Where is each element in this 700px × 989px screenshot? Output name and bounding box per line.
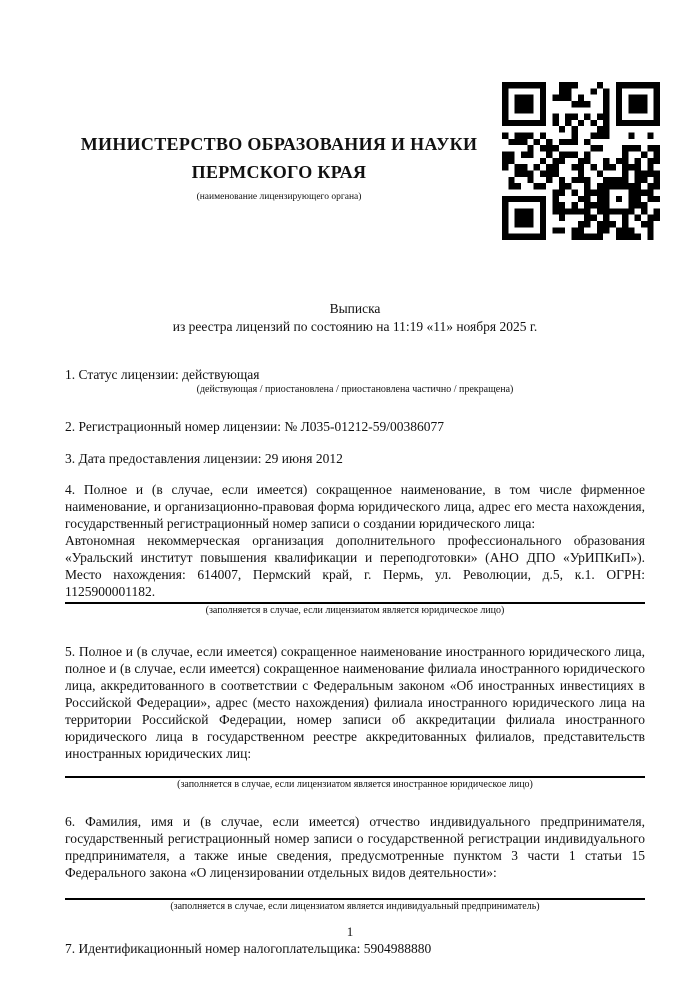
section-5-caption: (заполняется в случае, если лицензиатом является иностранное юридическое лицо)	[177, 779, 533, 790]
document-title-line2: из реестра лицензий по состоянию на 11:19 «11» ноября 2025 г.	[172, 319, 538, 334]
qr-code-image	[502, 82, 660, 240]
section-4-legal-entity-value: Автономная некоммерческая организация дополнительного профессионального образования «Уральский институт повышения квалификации и переподготовки» (АНО ДПО «УрИПКиП»). Место нахождения: 614007, Пермский край, г. Пермь, ул. Революции, д.5, к.1. ОГРН: 1125900001182.	[65, 533, 645, 599]
section-6-caption: (заполняется в случае, если лицензиатом является индивидуальный предприниматель)	[170, 901, 540, 912]
qr-code	[502, 82, 660, 240]
section-6-empty-value	[65, 881, 645, 896]
section-7-taxpayer-number: 7. Идентификационный номер налогоплательщика: 5904988880	[65, 941, 432, 956]
ministry-name-line2: ПЕРМСКОГО КРАЯ	[191, 162, 367, 182]
section-6-entrepreneur-label: 6. Фамилия, имя и (в случае, если имеется) отчество индивидуального предпринимателя, государственный регистрационный номер записи о государственной регистрации индивидуального предпринимателя, а также иные сведения, предусмотренные пунктом 3 части 1 статьи 15 Федерального закона «О лицензировании отдельных видов деятельности»:	[65, 814, 645, 880]
section-5-foreign-entity-label: 5. Полное и (в случае, если имеется) сокращенное наименование иностранного юридического лица, полное и (в случае, если имеется) сокращенное наименование филиала иностранного юридического лица, аккредитованного в соответствии с Федеральным законом «Об иностранных инвестициях в Российской Федерации», адрес (место нахождения) филиала иностранного юридического лица на территории Российской Федерации, номер записи об аккредитации филиала иностранного юридического лица в государственном реестре аккредитованных филиалов, представительств иностранных юридических лиц:	[65, 644, 645, 761]
section-4-caption: (заполняется в случае, если лицензиатом является юридическое лицо)	[205, 605, 505, 616]
ministry-name-line1: МИНИСТЕРСТВО ОБРАЗОВАНИЯ И НАУКИ	[80, 134, 478, 154]
document-title	[65, 300, 645, 336]
section-1-caption: (действующая / приостановлена / приостановлена частично / прекращена)	[196, 384, 514, 395]
section-3-license-date: 3. Дата предоставления лицензии: 29 июня 2012	[65, 451, 343, 466]
document-body	[65, 300, 645, 957]
section-2-registration-number: 2. Регистрационный номер лицензии: № Л035-01212-59/00386077	[65, 419, 445, 434]
section-1-license-status: 1. Статус лицензии: действующая	[65, 367, 260, 382]
ministry-header	[58, 130, 500, 203]
page-number: 1	[346, 924, 354, 939]
section-4-legal-entity-label: 4. Полное и (в случае, если имеется) сокращенное наименование, в том числе фирменное наименование, и организационно-правовая форма юридического лица, адрес его места нахождения, государственный регистрационный номер записи о создании юридического лица:	[65, 482, 645, 531]
licensing-authority-caption: (наименование лицензирующего органа)	[196, 192, 362, 202]
document-title-line1: Выписка	[329, 301, 381, 316]
section-5-empty-value	[65, 762, 645, 774]
